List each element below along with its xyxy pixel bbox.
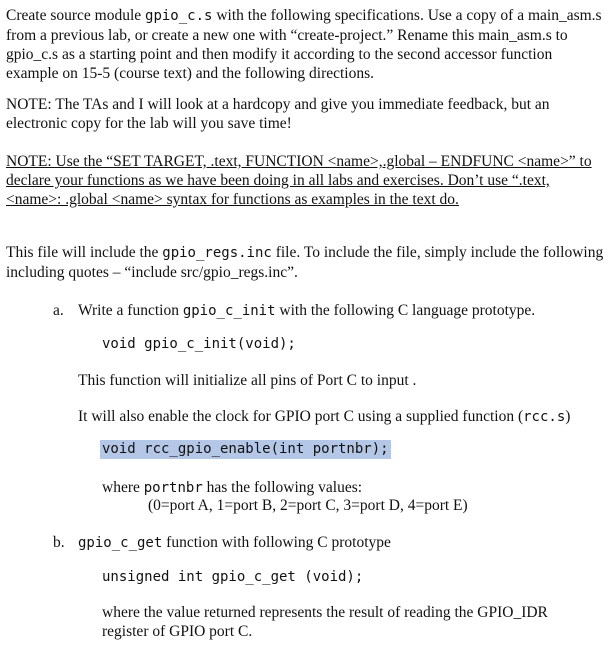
where-lead: where	[102, 479, 144, 496]
source-filename: gpio_c.s	[145, 8, 213, 24]
intro-paragraph	[6, 6, 606, 83]
item-b-intro: function with following C prototype	[162, 534, 391, 551]
include-text-cont: file. To include the file, simply include the following including quotes – “include src/gpio_regs.inc”.	[6, 244, 604, 281]
clock-description	[78, 407, 570, 427]
port-values: (0=port A, 1=port B, 2=port C, 3=port D, 4=port E)	[148, 497, 468, 514]
param-portnbr: portnbr	[143, 480, 203, 496]
item-a-intro: Write a function	[78, 302, 183, 319]
include-paragraph	[6, 243, 606, 282]
highlighted-prototype: void rcc_gpio_enable(int portnbr);	[102, 441, 389, 457]
where-text	[102, 478, 362, 498]
include-text: This file will include the	[6, 244, 163, 261]
include-filename: gpio_regs.inc	[162, 245, 272, 261]
init-description: This function will initialize all pins of Port C to input .	[78, 372, 417, 389]
where-cont: has the following values:	[202, 479, 363, 496]
func-name-get: gpio_c_get	[78, 535, 163, 551]
clock-text-close: )	[565, 408, 571, 425]
item-b-text	[78, 533, 391, 553]
item-a-text	[78, 301, 535, 321]
intro-text: Create source module	[6, 7, 146, 24]
prototype-get: unsigned int gpio_c_get (void);	[102, 569, 364, 585]
func-name-init: gpio_c_init	[182, 303, 276, 319]
clock-text: It will also enable the clock for GPIO port C using a supplied function (	[78, 408, 524, 425]
prototype-init: void gpio_c_init(void);	[102, 336, 296, 352]
intro-text-cont: with the following specifications. Use a copy of a main_asm.s from a previous lab, or create a new one with “create-project.” Rename this main_asm.s to gpio_c.s as a starting point and then modify it according to the second accessor function example on 15-5 (course text) and the following directions.	[6, 7, 602, 82]
note-syntax: NOTE: Use the “SET TARGET, .text, FUNCTION <name>,.global – ENDFUNC <name>” to declare your functions as we have been doing in all labs and exercises. Don’t use “.text, <name>: .global <name> syntax for functions as examples in the text do.	[6, 153, 592, 208]
rcc-filename: rcc.s	[523, 409, 566, 425]
item-b-label: b.	[53, 534, 65, 551]
item-a-intro-cont: with the following C language prototype.	[275, 302, 536, 319]
get-description: where the value returned represents the result of reading the GPIO_IDR register of GPIO port C.	[102, 604, 548, 640]
note-feedback: NOTE: The TAs and I will look at a hardcopy and give you immediate feedback, but an electronic copy for the lab will you save time!	[6, 96, 550, 132]
item-a-label: a.	[53, 302, 64, 319]
